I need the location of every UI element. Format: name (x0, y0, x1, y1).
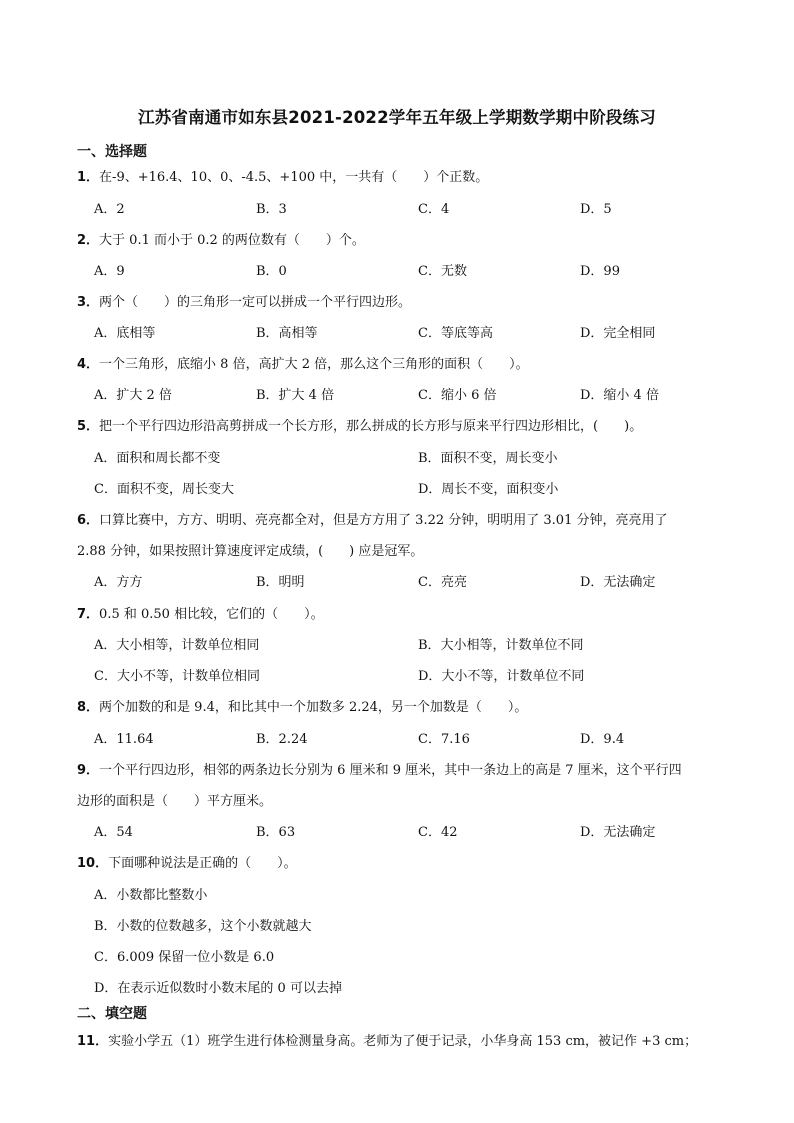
question-number: 9． (77, 763, 100, 778)
question-text: 0.5 和 0.50 相比较，它们的（ ）。 (99, 607, 324, 622)
option-a: A．小数都比整数小 (94, 888, 208, 903)
option-b: B．63 (256, 825, 296, 840)
option-d: D．99 (580, 264, 620, 279)
option-d: D．周长不变，面积变小 (418, 482, 559, 497)
option-b: B．大小相等，计数单位不同 (418, 638, 584, 653)
question-text: 实验小学五（1）班学生进行体检测量身高。老师为了便于记录，小华身高 153 cm，被记作 +3 cm； (108, 1034, 698, 1049)
question-number: 5． (77, 419, 100, 434)
option-a: A．9 (94, 264, 125, 279)
option-b: B．扩大 4 倍 (256, 388, 335, 403)
question-text: 大于 0.1 而小于 0.2 的两位数有（ ）个。 (99, 233, 365, 248)
option-d: D．无法确定 (580, 575, 656, 590)
question-number: 1． (77, 170, 100, 185)
question-text: 一个三角形，底缩小 8 倍，高扩大 2 倍，那么这个三角形的面积（ ）。 (99, 357, 529, 372)
option-b: B．3 (256, 202, 287, 217)
question-text: 在-9、+16.4、10、0、-4.5、+100 中，一共有（ ）个正数。 (99, 170, 489, 185)
question-1 (77, 166, 488, 185)
question-6 (77, 509, 667, 528)
option-d: D．大小不等，计数单位不同 (418, 669, 585, 684)
option-a: A．方方 (94, 575, 143, 590)
option-c: C．无数 (418, 264, 467, 279)
question-4 (77, 353, 529, 372)
option-c: C．7.16 (418, 732, 470, 747)
question-9-continued: 边形的面积是（ ）平方厘米。 (77, 794, 273, 809)
section-heading-fill-in: 二、填空题 (77, 1006, 147, 1022)
question-text: 把一个平行四边形沿高剪拼成一个长方形，那么拼成的长方形与原来平行四边形相比，( )。 (99, 419, 643, 434)
option-a: A．面积和周长都不变 (94, 451, 221, 466)
question-number: 11． (77, 1034, 109, 1049)
question-2 (77, 229, 365, 248)
option-d: D．缩小 4 倍 (580, 388, 659, 403)
option-a: A．底相等 (94, 326, 156, 341)
question-number: 10． (77, 856, 109, 871)
question-7 (77, 603, 324, 622)
question-number: 4． (77, 357, 100, 372)
question-text: 下面哪种说法是正确的（ ）。 (108, 856, 297, 871)
option-c: C．等底等高 (418, 326, 493, 341)
option-b: B．2.24 (256, 732, 308, 747)
option-b: B．小数的位数越多，这个小数就越大 (94, 919, 312, 934)
option-b: B．高相等 (256, 326, 318, 341)
question-9 (77, 759, 682, 778)
option-b: B．0 (256, 264, 287, 279)
question-11 (77, 1030, 697, 1049)
question-number: 8． (77, 700, 100, 715)
option-b: B．面积不变，周长变小 (418, 451, 558, 466)
option-d: D．9.4 (580, 732, 625, 747)
option-d: D．无法确定 (580, 825, 656, 840)
section-heading-choice: 一、选择题 (77, 144, 147, 160)
option-b: B．明明 (256, 575, 305, 590)
question-text: 两个加数的和是 9.4，和比其中一个加数多 2.24，另一个加数是（ ）。 (99, 700, 528, 715)
question-3 (77, 291, 411, 310)
option-c: C．缩小 6 倍 (418, 388, 497, 403)
question-text: 两个（ ）的三角形一定可以拼成一个平行四边形。 (99, 295, 412, 310)
option-d: D．5 (580, 202, 612, 217)
option-a: A．11.64 (94, 732, 154, 747)
question-8 (77, 696, 527, 715)
question-10 (77, 852, 297, 871)
question-text: 一个平行四边形，相邻的两条边长分别为 6 厘米和 9 厘米，其中一条边上的高是 7 厘米，这个平行四 (99, 763, 682, 778)
option-d: D．在表示近似数时小数末尾的 0 可以去掉 (94, 981, 342, 996)
question-number: 7． (77, 607, 100, 622)
option-a: A．2 (94, 202, 125, 217)
question-6-continued: 2.88 分钟，如果按照计算速度评定成绩，( ) 应是冠军。 (77, 544, 424, 559)
option-c: C．4 (418, 202, 450, 217)
question-number: 3． (77, 295, 100, 310)
page-title: 江苏省南通市如东县2021-2022学年五年级上学期数学期中阶段练习 (138, 108, 656, 127)
option-c: C．亮亮 (418, 575, 467, 590)
question-number: 2． (77, 233, 100, 248)
option-a: A．扩大 2 倍 (94, 388, 172, 403)
option-c: C．大小不等，计数单位相同 (94, 669, 260, 684)
question-5 (77, 415, 642, 434)
option-c: C．6.009 保留一位小数是 6.0 (94, 950, 275, 965)
question-number: 6． (77, 513, 100, 528)
option-d: D．完全相同 (580, 326, 656, 341)
question-text: 口算比赛中，方方、明明、亮亮都全对，但是方方用了 3.22 分钟，明明用了 3.01 分钟，亮亮用了 (99, 513, 668, 528)
option-c: C．42 (418, 825, 458, 840)
option-a: A．54 (94, 825, 133, 840)
option-c: C．面积不变，周长变大 (94, 482, 234, 497)
option-a: A．大小相等，计数单位相同 (94, 638, 260, 653)
